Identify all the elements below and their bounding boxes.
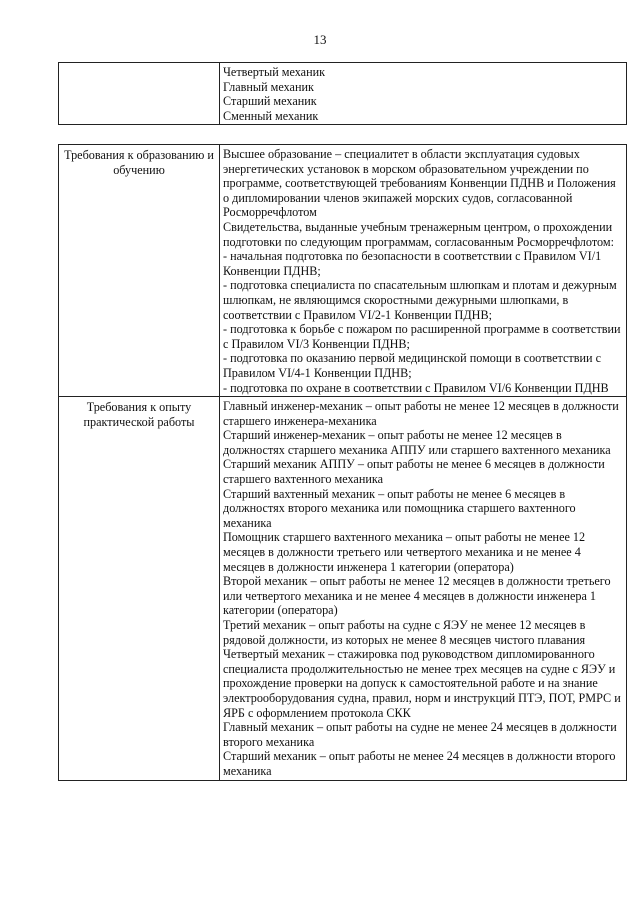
page-number: 13	[313, 32, 327, 47]
table-row	[59, 145, 627, 397]
position-item: Главный механик	[223, 79, 314, 94]
experience-item: Старший механик АППУ – опыт работы не менее 6 месяцев в должности старшего вахтенного механика	[223, 457, 605, 487]
experience-item: Главный механик – опыт работы на судне не менее 24 месяцев в должности второго механика	[223, 720, 617, 749]
education-item: Свидетельства, выданные учебным тренажерным центром, о прохождении подготовки по следующим программам, согласованным Росморречфлотом:	[223, 219, 614, 249]
table-row	[59, 397, 627, 780]
positions-cell	[220, 63, 627, 125]
position-item: Четвертый механик	[223, 65, 326, 79]
education-item: Высшее образование – специалитет в области эксплуатация судовых энергетических установок в морском образовательном учреждении по программе, соответствующей требованиям Конвенции ПДНВ и Положения о дипломировании членов экипажей морских судов, согласованной Росморречфлотом	[223, 147, 616, 220]
education-item: - подготовка специалиста по спасательным шлюпкам и плотам и дежурным шлюпкам, не являющимся скоростными дежурными шлюпками, в соответствии с Правилом VI/2-1 Конвенции ПДНВ;	[223, 278, 617, 322]
experience-item: Помощник старшего вахтенного механика – опыт работы не менее 12 месяцев в должности третьего или четвертого механика и не менее 4 месяцев в должности инженера 1 категории (оператора)	[223, 530, 586, 574]
education-item: - подготовка по оказанию первой медицинской помощи в соответствии с Правилом VI/4-1 Конвенции ПДНВ;	[223, 351, 601, 380]
experience-item: Старший механик – опыт работы не менее 24 месяцев в должности второго механика	[223, 749, 616, 778]
table-row	[59, 63, 627, 125]
experience-content	[220, 397, 627, 780]
position-item: Сменный механик	[223, 108, 319, 123]
position-item: Старший механик	[223, 94, 317, 109]
experience-item: Старший инженер-механик – опыт работы не менее 12 месяцев в должностях старшего механика АППУ или старшего вахтенного механика	[223, 428, 611, 457]
education-item: - подготовка к борьбе с пожаром по расширенной программе в соответствии с Правилом VI/3 Конвенции ПДНВ;	[223, 322, 621, 351]
positions-table	[58, 62, 627, 125]
education-label: Требования к образованию и обучению	[59, 145, 220, 397]
experience-item: Старший вахтенный механик – опыт работы не менее 6 месяцев в должностях второго механика или помощника старшего вахтенного механика	[223, 486, 576, 530]
experience-label: Требования к опыту практической работы	[59, 397, 220, 780]
experience-item: Четвертый механик – стажировка под руководством дипломированного специалиста продолжительностью не менее трех месяцев на судне с ЯЭУ и прохождение проверки на допуск к самостоятельной работе и на знание электрооборудования судна, правил, норм и инструкций ПТЭ, ПОТ, РМРС и ЯРБ с оформлением протокола СКК	[223, 647, 621, 720]
experience-item: Третий механик – опыт работы на судне с ЯЭУ не менее 12 месяцев в рядовой должности, из которых не менее 8 месяцев чистого плавания	[223, 618, 586, 647]
requirements-table	[58, 144, 627, 781]
education-content	[220, 145, 627, 397]
empty-cell	[59, 63, 220, 125]
experience-item: Второй механик – опыт работы не менее 12 месяцев в должности третьего или четвертого механика и не менее 4 месяцев в должности инженера 1 категории (оператора)	[223, 574, 611, 618]
experience-item: Главный инженер-механик – опыт работы не менее 12 месяцев в должности старшего инженера-механика	[223, 399, 619, 428]
education-item: - начальная подготовка по безопасности в соответствии с Правилом VI/1 Конвенции ПДНВ;	[223, 249, 602, 278]
education-item: - подготовка по охране в соответствии с Правилом VI/6 Конвенции ПДНВ	[223, 380, 609, 395]
